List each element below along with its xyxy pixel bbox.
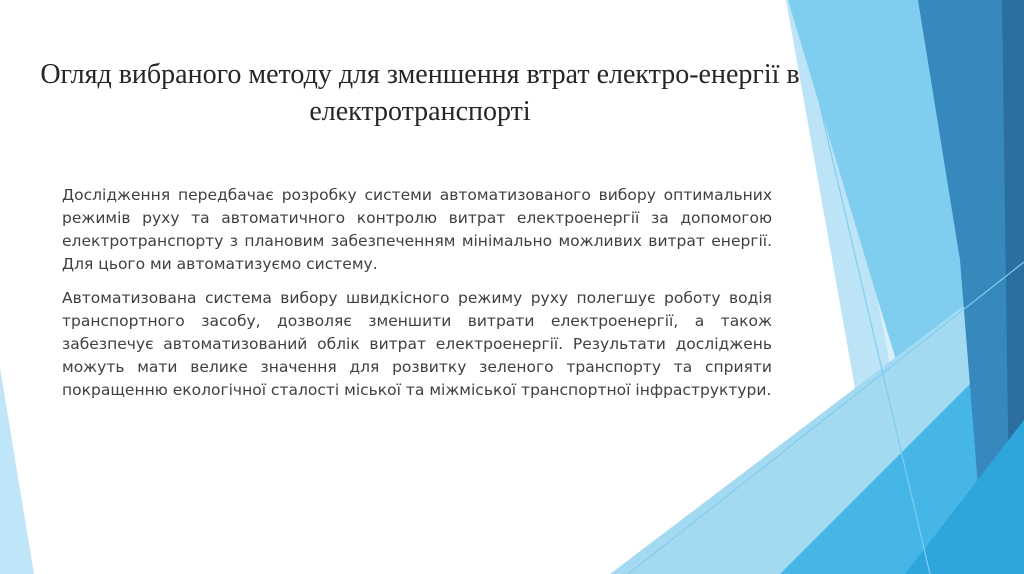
body-paragraph-1: Дослідження передбачає розробку системи автоматизованого вибору оптимальних режимів руху та автоматичного контролю витрат електроенергії за допомогою електротранспорту з плановим забезпеченням мінімально можливих витрат енергії. Для цього ми автоматизуємо систему.	[62, 186, 772, 273]
body-paragraph-2: Автоматизована система вибору швидкісного режиму руху полегшує роботу водія транспортного засобу, дозволяє зменшити витрати електроенергії, а також забезпечує автоматизований облік витрат електроенергії. Результати досліджень можуть мати велике значення для розвитку зеленого транспорту та сприяти покращенню екологічної сталості міської та міжміської транспортної інфраструктури.	[62, 289, 772, 399]
slide-body	[62, 184, 772, 413]
left-edge-shape	[0, 368, 34, 574]
slide-title: Огляд вибраного методу для зменшення втрат електро-енергії в електротранспорті	[40, 59, 800, 127]
